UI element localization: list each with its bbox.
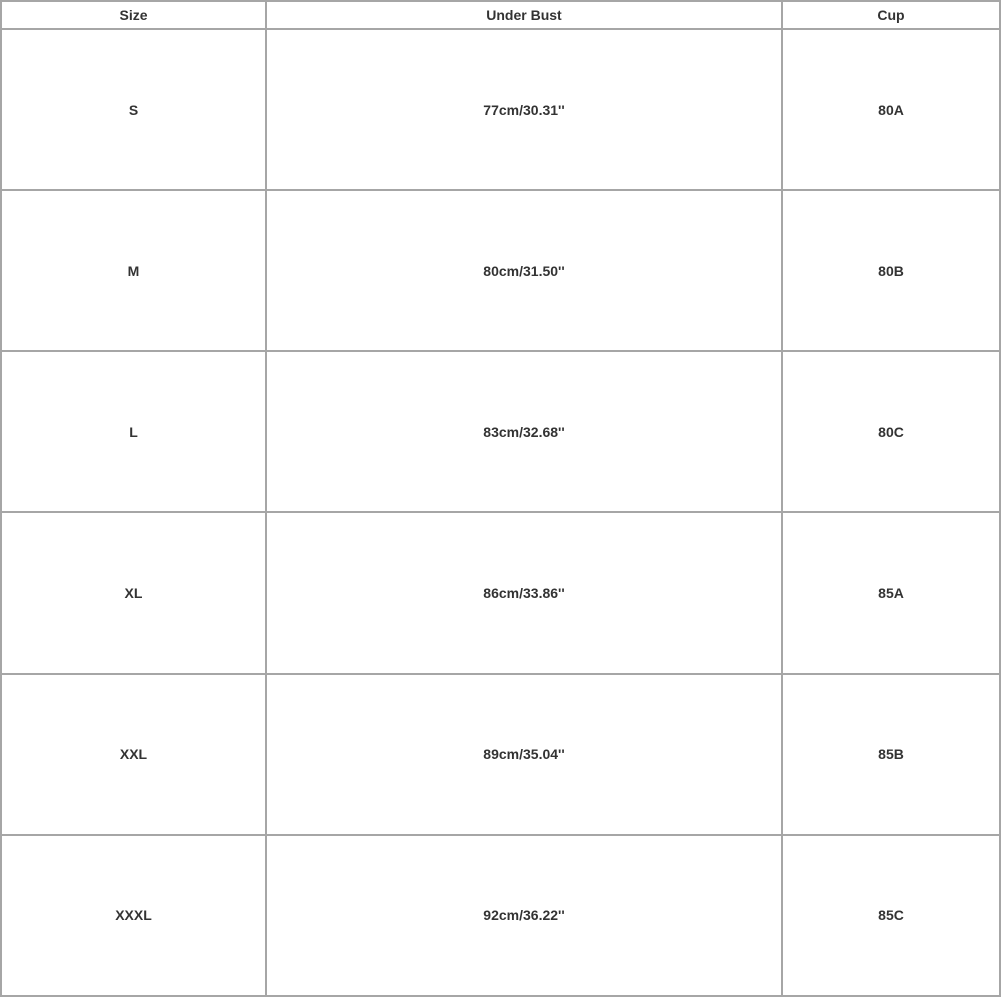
table-header xyxy=(1,1,1000,29)
cell-cup: 85B xyxy=(782,674,1000,835)
cell-size: XXXL xyxy=(1,835,266,996)
header-cup: Cup xyxy=(782,1,1000,29)
cell-cup: 80A xyxy=(782,29,1000,190)
cell-size: XL xyxy=(1,512,266,673)
table-row xyxy=(1,29,1000,190)
cell-under-bust: 83cm/32.68'' xyxy=(266,351,782,512)
cell-cup: 85C xyxy=(782,835,1000,996)
cell-under-bust: 86cm/33.86'' xyxy=(266,512,782,673)
cell-size: S xyxy=(1,29,266,190)
cell-under-bust: 92cm/36.22'' xyxy=(266,835,782,996)
cell-under-bust: 77cm/30.31'' xyxy=(266,29,782,190)
table-row xyxy=(1,190,1000,351)
header-under-bust: Under Bust xyxy=(266,1,782,29)
header-size: Size xyxy=(1,1,266,29)
table-row xyxy=(1,512,1000,673)
table-row xyxy=(1,674,1000,835)
cell-cup: 80C xyxy=(782,351,1000,512)
cell-cup: 85A xyxy=(782,512,1000,673)
cell-size: XXL xyxy=(1,674,266,835)
table-body xyxy=(1,29,1000,996)
cell-under-bust: 89cm/35.04'' xyxy=(266,674,782,835)
cell-cup: 80B xyxy=(782,190,1000,351)
cell-size: M xyxy=(1,190,266,351)
cell-size: L xyxy=(1,351,266,512)
header-row xyxy=(1,1,1000,29)
table-row xyxy=(1,835,1000,996)
cell-under-bust: 80cm/31.50'' xyxy=(266,190,782,351)
table-row xyxy=(1,351,1000,512)
